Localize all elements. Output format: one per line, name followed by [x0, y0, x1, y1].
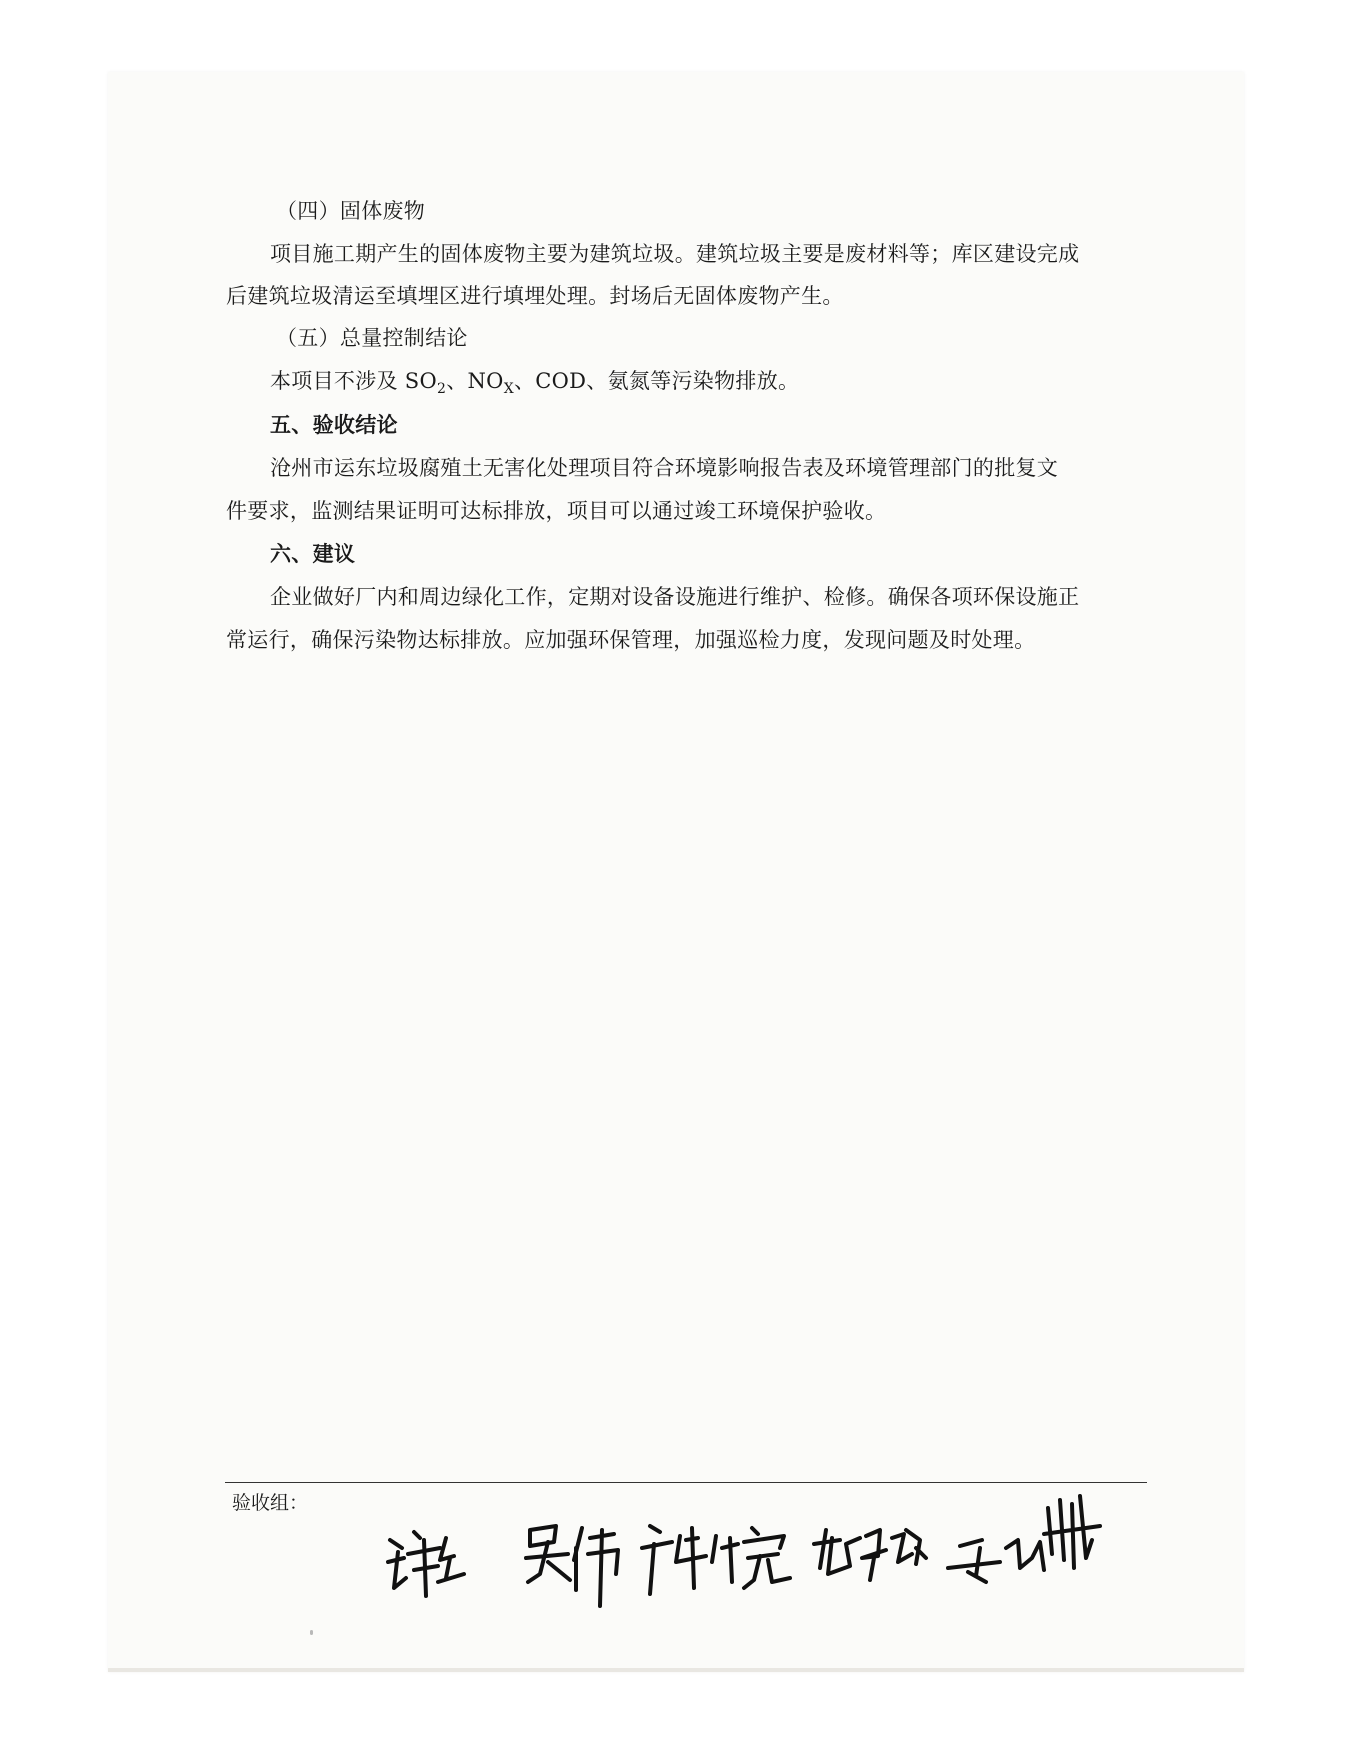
para-conclusion-line1: 沧州市运东垃圾腐殖土无害化处理项目符合环境影响报告表及环境管理部门的批复文: [270, 456, 1059, 480]
heading-total-control: （五）总量控制结论: [276, 326, 468, 350]
scan-speck: [310, 1630, 313, 1635]
signature-1: [388, 1532, 464, 1596]
para-suggestions-line1: 企业做好厂内和周边绿化工作，定期对设备设施进行维护、检修。确保各项环保设施正: [270, 585, 1080, 609]
para-total-control: 本项目不涉及 $SO_2$、$NO_X$、COD、氨氮等污染物排放。: [270, 369, 800, 398]
signature-2: [526, 1526, 618, 1606]
heading-suggestions: 六、建议: [270, 541, 356, 566]
signature-3: [642, 1526, 790, 1594]
heading-conclusion: 五、验收结论: [270, 412, 398, 437]
page-shadow-edge: [108, 1668, 1244, 1672]
para-suggestions-line2: 常运行，确保污染物达标排放。应加强环保管理，加强巡检力度，发现问题及时处理。: [226, 628, 1036, 652]
para-solid-waste-line2: 后建筑垃圾清运至填埋区进行填埋处理。封场后无固体废物产生。: [226, 284, 844, 308]
acceptance-group-label: 验收组：: [232, 1492, 309, 1514]
handwritten-signatures: [380, 1478, 1220, 1618]
heading-solid-waste: （四）固体废物: [276, 199, 426, 223]
para-conclusion-line2: 件要求，监测结果证明可达标排放，项目可以通过竣工环境保护验收。: [226, 499, 887, 523]
signature-4: [814, 1530, 926, 1580]
signature-5: [948, 1496, 1100, 1582]
para-solid-waste-line1: 项目施工期产生的固体废物主要为建筑垃圾。建筑垃圾主要是废材料等；库区建设完成: [270, 242, 1080, 266]
document-page: [108, 72, 1244, 1672]
